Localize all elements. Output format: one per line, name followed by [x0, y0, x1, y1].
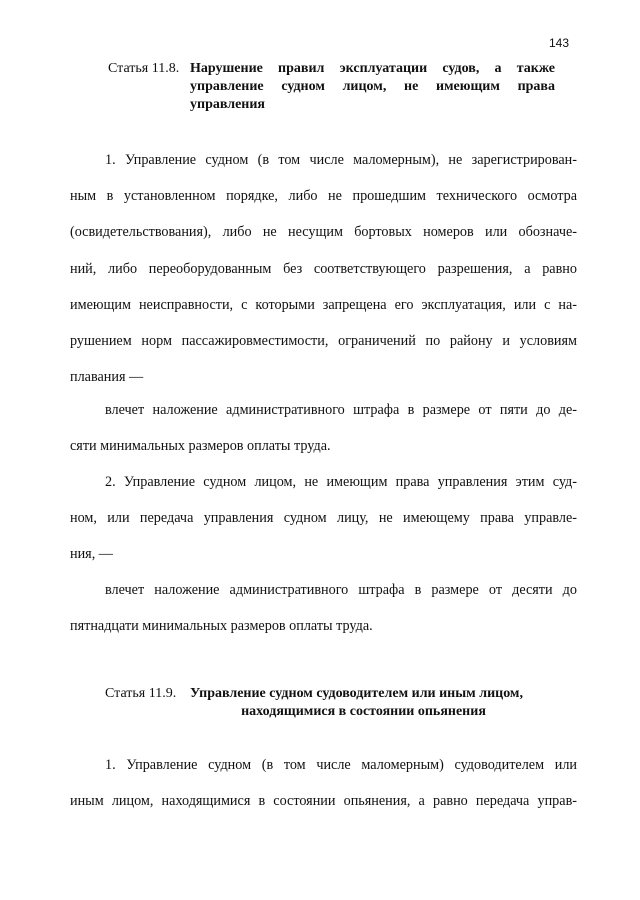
- text-line: влечет наложение административного штрафа в размере от пяти до де-: [105, 402, 577, 418]
- text-line: 1. Управление судном (в том числе маломерным), не зарегистрирован-: [105, 152, 577, 168]
- paragraph-3: [70, 747, 577, 819]
- text-line: имеющим неисправности, с которыми запрещена его эксплуатация, или с на-: [70, 296, 577, 313]
- article-title-line: управление судном лицом, не имеющим права: [190, 79, 555, 94]
- text-line: плавания —: [70, 369, 144, 386]
- text-line: влечет наложение административного штрафа в размере от десяти до: [105, 582, 577, 598]
- paragraph-2-penalty: [70, 572, 577, 644]
- paragraph-2: [70, 464, 577, 573]
- text-line: рушением норм пассажировместимости, ограничений по району и условиям: [70, 333, 577, 350]
- article-title-line: Управление судном судоводителем или иным лицом,: [190, 686, 523, 701]
- article-title-line: находящимися в состоянии опьянения: [241, 704, 486, 719]
- page-number: 143: [549, 36, 570, 50]
- article-title-line: Нарушение правил эксплуатации судов, а также: [190, 61, 555, 76]
- text-line: пятнадцати минимальных размеров оплаты труда.: [70, 618, 373, 635]
- article-title: [190, 685, 565, 721]
- text-line: 2. Управление судном лицом, не имеющим права управления этим суд-: [105, 474, 577, 490]
- text-line: ний, либо переоборудованным без соответствующего разрешения, а равно: [70, 260, 577, 277]
- article-label: Статья 11.8.: [108, 61, 180, 76]
- paragraph-1: [70, 142, 577, 395]
- text-line: ным в установленном порядке, либо не прошедшим технического осмотра: [70, 188, 577, 205]
- text-line: сяти минимальных размеров оплаты труда.: [70, 438, 331, 455]
- text-line: иным лицом, находящимися в состоянии опьянения, а равно передача управ-: [70, 793, 577, 810]
- paragraph-1-penalty: [70, 392, 577, 464]
- article-title-line: управления: [190, 97, 266, 112]
- article-title: [190, 60, 555, 114]
- text-line: 1. Управление судном (в том числе маломерным) судоводителем или: [105, 757, 577, 773]
- text-line: (освидетельствования), либо не несущим бортовых номеров или обозначе-: [70, 224, 577, 241]
- article-label: Статья 11.9.: [105, 686, 177, 701]
- text-line: ном, или передача управления судном лицу, не имеющему права управле-: [70, 510, 577, 527]
- text-line: ния, —: [70, 546, 113, 563]
